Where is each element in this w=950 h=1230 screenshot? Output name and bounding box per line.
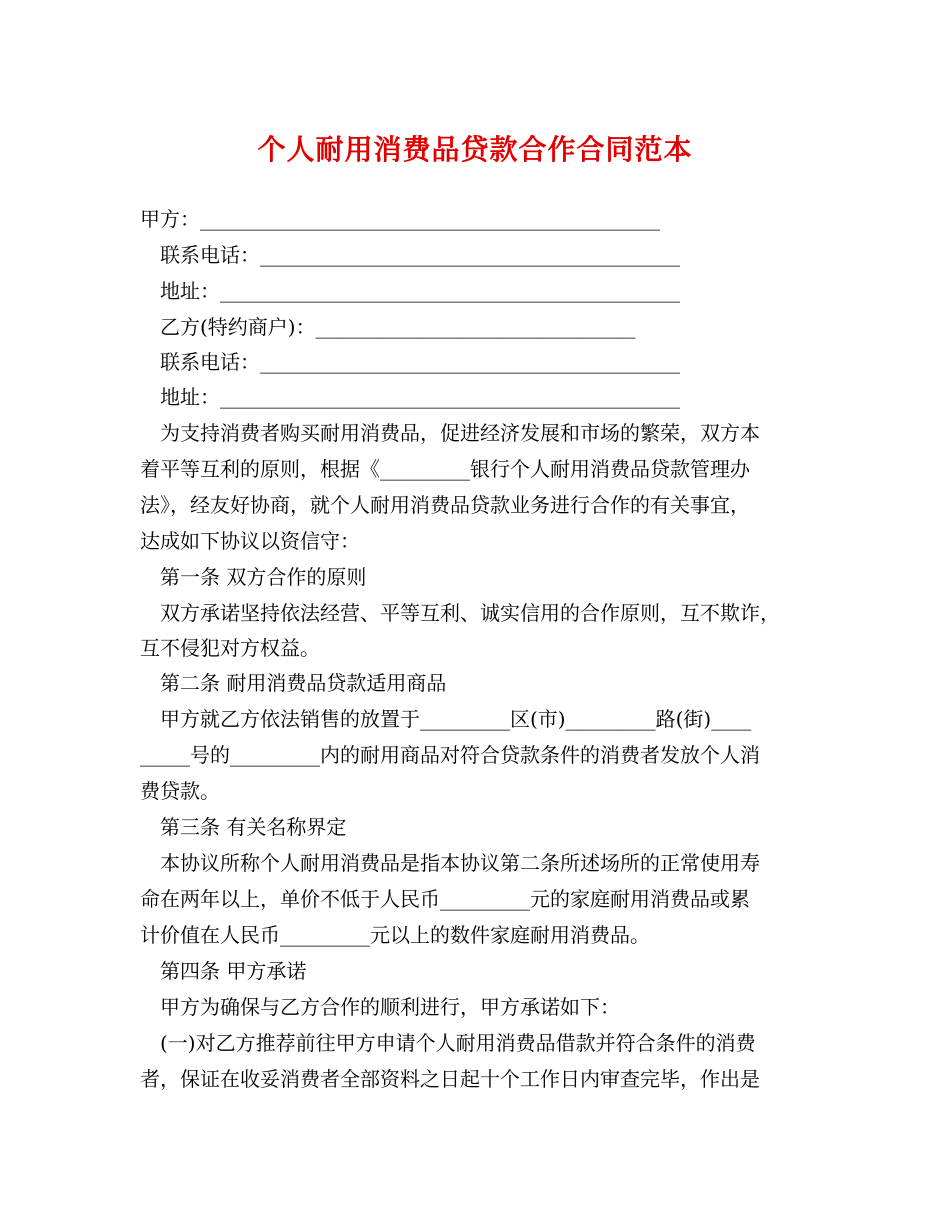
- preamble-line-1: 为支持消费者购买耐用消费品，促进经济发展和市场的繁荣，双方本: [160, 421, 760, 445]
- article-2-line-2: _____号的_________内的耐用商品对符合贷款条件的消费者发放个人消: [140, 743, 760, 767]
- article-4-item-1-line-2: 者，保证在收妥消费者全部资料之日起十个工作日内审查完毕，作出是: [140, 1067, 760, 1091]
- preamble-line-4: 达成如下协议以资信守：: [140, 529, 360, 553]
- article-1-line-2: 互不侵犯对方权益。: [140, 636, 320, 660]
- party-b-phone-line: 联系电话：__________________________________________: [160, 350, 680, 374]
- party-a-phone-line: 联系电话：__________________________________________: [160, 243, 680, 267]
- party-a-line: 甲方：______________________________________________: [140, 207, 660, 231]
- party-b-line: 乙方(特约商户)：________________________________: [160, 315, 636, 339]
- article-3-heading: 第三条 有关名称界定: [160, 815, 347, 839]
- article-4-item-1-line-1: (一)对乙方推荐前往甲方申请个人耐用消费品借款并符合条件的消费: [160, 1031, 756, 1055]
- preamble-line-2: 着平等互利的原则，根据《_________银行个人耐用消费品贷款管理办: [140, 457, 750, 481]
- article-4-line-1: 甲方为确保与乙方合作的顺利进行，甲方承诺如下：: [160, 995, 620, 1019]
- document-title: 个人耐用消费品贷款合作合同范本: [257, 133, 693, 166]
- party-a-address-line: 地址：______________________________________________: [160, 279, 680, 303]
- party-b-address-line: 地址：______________________________________________: [160, 385, 680, 409]
- article-4-heading: 第四条 甲方承诺: [160, 959, 307, 983]
- article-3-line-2: 命在两年以上，单价不低于人民币_________元的家庭耐用消费品或累: [140, 887, 750, 911]
- article-2-line-3: 费贷款。: [140, 779, 220, 803]
- article-2-line-1: 甲方就乙方依法销售的放置于_________区(市)_________路(街)____: [160, 707, 752, 731]
- article-3-line-3: 计价值在人民币_________元以上的数件家庭耐用消费品。: [140, 923, 650, 947]
- preamble-line-3: 法》，经友好协商，就个人耐用消费品贷款业务进行合作的有关事宜，: [140, 493, 750, 517]
- article-2-heading: 第二条 耐用消费品贷款适用商品: [160, 671, 447, 695]
- article-1-heading: 第一条 双方合作的原则: [160, 565, 367, 589]
- article-1-line-1: 双方承诺坚持依法经营、平等互利、诚实信用的合作原则，互不欺诈，: [160, 601, 780, 625]
- article-3-line-1: 本协议所称个人耐用消费品是指本协议第二条所述场所的正常使用寿: [160, 851, 760, 875]
